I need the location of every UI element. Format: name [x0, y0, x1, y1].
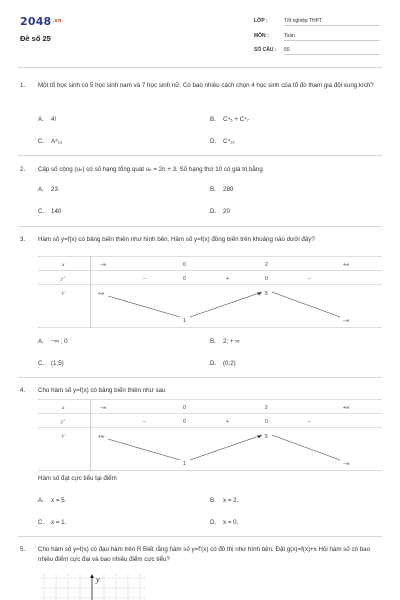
meta-subject-key: MÔN : [254, 33, 269, 39]
q4-option-a[interactable] [38, 497, 66, 504]
vt-sign: + [226, 276, 229, 282]
option-text: x = 0. [223, 519, 239, 526]
graph-y-arrowhead [90, 574, 94, 578]
option-text: C⁴₁₂ [223, 138, 235, 145]
vt-y-value: 1 [183, 461, 186, 467]
q2-option-d[interactable] [210, 208, 230, 215]
vt-sign: − [308, 276, 311, 282]
option-text: −∞ ; 0 [51, 338, 68, 345]
q2-option-c[interactable] [38, 208, 61, 215]
vt-sign: − [143, 276, 146, 282]
vt-x-value: +∞ [343, 262, 350, 268]
q4-option-d[interactable] [210, 519, 238, 526]
q4-option-b[interactable] [210, 497, 238, 504]
exam-header [0, 0, 400, 62]
vt-y-value: −∞ [343, 318, 350, 324]
question-1 [20, 81, 382, 91]
question-5 [20, 545, 382, 564]
q3-option-c[interactable] [38, 360, 64, 367]
vt-x-value: +∞ [343, 405, 350, 411]
vt-y-value: −∞ [343, 461, 350, 467]
vt-x-value: −∞ [100, 262, 107, 268]
option-text: 20 [223, 208, 230, 215]
vt-row-label-x: x [62, 262, 65, 268]
graph-axis-label: y [96, 575, 100, 584]
vt-sign: 0 [265, 276, 268, 282]
option-text: 4! [51, 116, 57, 123]
option-label: C. [38, 208, 45, 215]
vt-y-value: +∞ [98, 434, 105, 440]
vt-arrow-up [190, 292, 262, 317]
meta-class-key: LỚP : [254, 18, 268, 24]
meta-count-key: SỐ CÂU : [254, 47, 277, 53]
logo-text: 2048 [20, 15, 52, 28]
vt-row-label-yprime: y' [61, 419, 65, 425]
vt-row-label-x: x [62, 405, 65, 411]
q3-option-d[interactable] [210, 360, 236, 367]
option-text: A⁴₁₂ [51, 138, 63, 145]
q1-option-c[interactable] [38, 138, 62, 145]
question-number: 5. [20, 546, 26, 553]
q1-option-b[interactable] [210, 116, 249, 123]
option-label: D. [210, 208, 217, 215]
vt-sign: − [308, 419, 311, 425]
option-label: B. [210, 338, 216, 345]
option-text: (0;2) [223, 360, 236, 367]
question-divider [18, 536, 382, 537]
question-2 [20, 165, 382, 175]
question-text: Cho hàm số y=f(x) có bảng biến thiên như sau [38, 387, 166, 394]
option-label: D. [210, 519, 217, 526]
question-text: Hàm số y=f(x) có bảng biến thiên như hình bên. Hàm số y=f(x) đồng biến trên khoảng nào dưới đây? [38, 236, 315, 243]
site-logo[interactable] [20, 15, 62, 28]
vt-y-value: 1 [183, 318, 186, 324]
vt-sign: − [143, 419, 146, 425]
question-number: 1. [20, 82, 26, 89]
meta-subject-value: Toán [284, 33, 380, 41]
option-text: (1;5) [51, 360, 64, 367]
question-divider [18, 155, 382, 156]
meta-class-value: Tốt nghiệp THPT [284, 18, 380, 26]
question-divider [18, 226, 382, 227]
vt-sign: 0 [183, 419, 186, 425]
graph-grid [42, 574, 146, 600]
vt-arrow-down [108, 296, 180, 317]
option-label: B. [210, 497, 216, 504]
q3-option-b[interactable] [210, 338, 240, 345]
vt-sign: 0 [265, 419, 268, 425]
vt-arrow-down [272, 292, 340, 317]
question-text: Cấp số cộng (uₙ) có số hạng tổng quát uₙ = 2n + 3. Số hạng thứ 10 có giá trị bằng [38, 166, 263, 173]
option-label: B. [210, 186, 216, 193]
question-4 [20, 386, 382, 396]
option-label: A. [38, 186, 44, 193]
vt-sign: 0 [183, 276, 186, 282]
question-subtext: Hàm số đạt cực tiểu tại điểm [38, 475, 117, 482]
option-text: 2; + ∞ [223, 338, 240, 345]
q2-option-a[interactable] [38, 186, 58, 193]
q1-option-a[interactable] [38, 116, 56, 123]
option-text: 140 [51, 208, 62, 215]
derivative-graph [38, 574, 148, 600]
vt-x-value: 2 [265, 262, 268, 268]
q1-option-d[interactable] [210, 138, 235, 145]
option-text: x = 5. [51, 497, 67, 504]
option-label: D. [210, 138, 217, 145]
q3-option-a[interactable] [38, 338, 68, 345]
question-number: 4. [20, 387, 26, 394]
question-text: Một tổ học sinh có 5 học sinh nam và 7 học sinh nữ. Có bao nhiêu cách chọn 4 học sinh của tổ đó tham gia đội xung kích? [38, 82, 374, 89]
question-3 [20, 235, 382, 245]
vt-row-label-y: y [62, 433, 65, 439]
vt-x-value: 2 [265, 405, 268, 411]
meta-count-value: 50 [284, 47, 380, 55]
option-text: x = 2. [223, 497, 239, 504]
q4-option-c[interactable] [38, 519, 66, 526]
vt-row-label-y: y [62, 290, 65, 296]
vt-x-value: 0 [183, 262, 186, 268]
vt-arrow-down [272, 435, 340, 460]
option-label: C. [38, 138, 45, 145]
exam-number: Đề số 25 [20, 34, 51, 43]
option-label: C. [38, 360, 45, 367]
header-divider [18, 67, 382, 68]
vt-y-value: +∞ [98, 291, 105, 297]
logo-suffix: .vn [52, 18, 62, 24]
question-text: Cho hàm số y=f(x) có đạo hàm trên R Biết rằng hàm số y=f'(x) có đồ thị như hình bên. Đặt g(x)=f(x)+x Hỏi hàm số có bao nhiêu điểm cực đại và bao nhiêu điểm cực tiểu? [38, 546, 371, 563]
vt-x-value: 0 [183, 405, 186, 411]
question-divider [18, 377, 382, 378]
q2-option-b[interactable] [210, 186, 233, 193]
variation-table-1 [38, 256, 382, 328]
vt-arrow-up [190, 435, 262, 460]
vt-y-value: 5 [265, 291, 268, 297]
option-label: D. [210, 360, 217, 367]
option-text: 23 [51, 186, 58, 193]
option-label: C. [38, 519, 45, 526]
question-number: 2. [20, 166, 26, 173]
option-label: B. [210, 116, 216, 123]
option-text: x = 1. [51, 519, 67, 526]
vt-arrow-down [108, 439, 180, 460]
variation-table-2 [38, 399, 382, 471]
vt-row-label-yprime: y' [61, 276, 65, 282]
vt-y-value: 5 [265, 434, 268, 440]
option-label: A. [38, 497, 44, 504]
option-text: C⁴₅ + C⁴₇ [223, 116, 249, 123]
option-text: 280 [223, 186, 234, 193]
question-number: 3. [20, 236, 26, 243]
option-label: A. [38, 116, 44, 123]
question-4-subtext [20, 474, 382, 484]
vt-sign: + [226, 419, 229, 425]
option-label: A. [38, 338, 44, 345]
vt-x-value: −∞ [100, 405, 107, 411]
